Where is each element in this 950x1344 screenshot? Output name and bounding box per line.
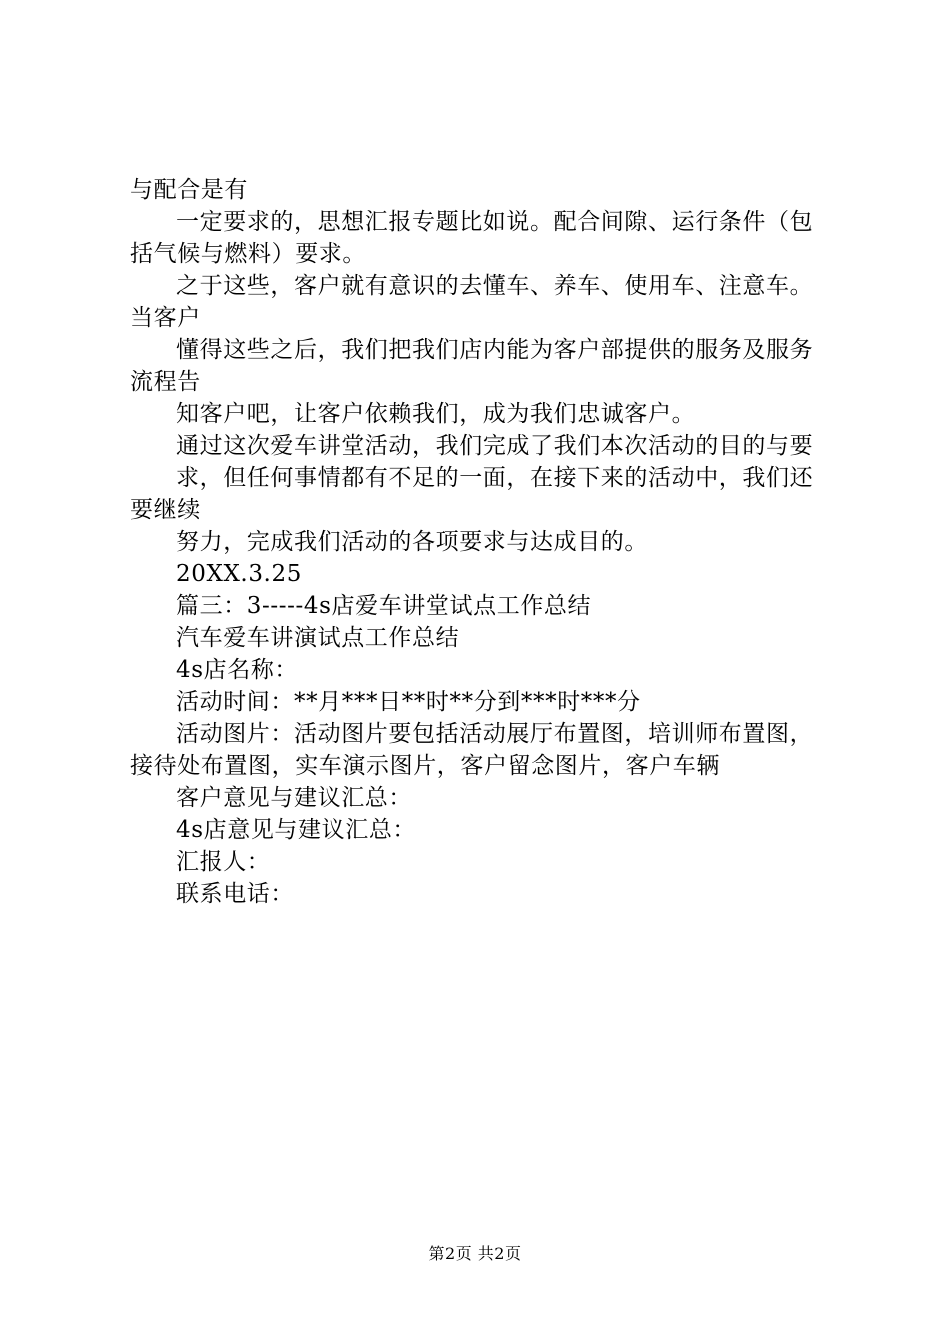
paragraph-7: 求，但任何事情都有不足的一面，在接下来的活动中，我们还要继续	[130, 465, 814, 523]
paragraph-8: 努力，完成我们活动的各项要求与达成目的。	[176, 529, 648, 555]
section-heading: 篇三：3-----4s店爱车讲堂试点工作总结	[176, 593, 592, 619]
paragraph-2: 一定要求的，思想汇报专题比如说。配合间隙、运行条件（包括气候与燃料）要求。	[130, 209, 814, 267]
reporter-field: 汇报人：	[176, 849, 271, 875]
paragraph-3: 之于这些，客户就有意识的去懂车、养车、使用车、注意车。当客户	[130, 273, 814, 331]
paragraph-6: 通过这次爱车讲堂活动，我们完成了我们本次活动的目的与要	[176, 433, 814, 459]
activity-photos-field: 活动图片：活动图片要包括活动展厅布置图，培训师布置图，接待处布置图，实车演示图片，客户留念图片，客户车辆	[130, 721, 814, 779]
paragraph-4: 懂得这些之后，我们把我们店内能为客户部提供的服务及服务流程告	[130, 337, 814, 395]
contact-phone-field: 联系电话：	[176, 881, 294, 907]
store-name-field: 4s店名称：	[176, 657, 299, 683]
customer-feedback-field: 客户意见与建议汇总：	[176, 785, 412, 811]
document-title: 汽车爱车讲演试点工作总结	[176, 625, 460, 651]
date-line: 20XX.3.25	[176, 561, 302, 587]
store-feedback-field: 4s店意见与建议汇总：	[176, 817, 417, 843]
paragraph-5: 知客户吧，让客户依赖我们，成为我们忠诚客户。	[176, 401, 696, 427]
paragraph-1: 与配合是有	[130, 177, 248, 203]
document-body	[130, 174, 832, 910]
page-number: 第2页 共2页	[428, 1244, 522, 1263]
activity-time-field: 活动时间：**月***日**时**分到***时***分	[176, 689, 641, 715]
